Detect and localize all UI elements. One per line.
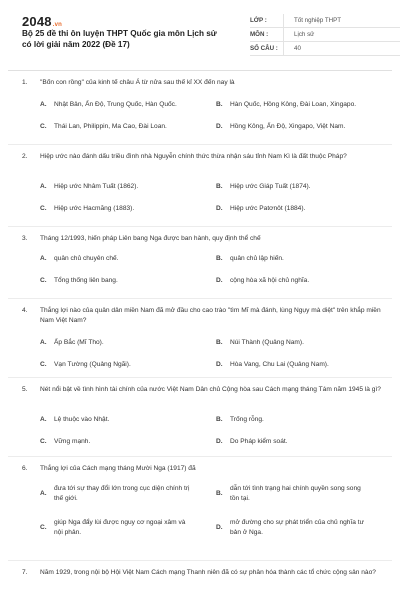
option-letter: D.	[216, 123, 223, 130]
answer-option-d[interactable]	[216, 518, 366, 538]
answer-option-d[interactable]	[216, 276, 388, 286]
answer-option-d[interactable]	[216, 437, 388, 447]
exam-meta-table	[250, 14, 400, 56]
question-7	[22, 568, 386, 578]
question-number: 5.	[22, 386, 28, 393]
question-1	[22, 78, 386, 130]
answer-option-a[interactable]	[40, 182, 212, 192]
option-letter: A.	[40, 339, 47, 346]
option-letter: D.	[216, 277, 223, 284]
question-separator	[8, 456, 392, 457]
option-letter: C.	[40, 524, 47, 531]
answer-option-b[interactable]	[216, 254, 388, 264]
option-text: Hàn Quốc, Hồng Kông, Đài Loan, Xingapo.	[230, 101, 357, 108]
question-2	[22, 152, 386, 212]
answer-option-a[interactable]	[40, 338, 212, 348]
option-text: Ấp Bắc (Mĩ Tho).	[54, 339, 104, 346]
question-separator	[8, 377, 392, 378]
question-stem	[22, 152, 386, 162]
question-number: 3.	[22, 235, 28, 242]
answer-option-a[interactable]	[40, 100, 212, 110]
answer-option-d[interactable]	[216, 204, 388, 214]
option-text: Hiệp ước Nhâm Tuất (1862).	[54, 183, 139, 190]
site-logo[interactable]: 2048.vn	[22, 14, 63, 29]
answer-option-b[interactable]	[216, 100, 388, 110]
option-text: Thái Lan, Philippin, Ma Cao, Đài Loan.	[54, 123, 167, 130]
answer-option-a[interactable]	[40, 415, 212, 425]
option-text: Hiệp ước Giáp Tuất (1874).	[230, 183, 311, 190]
option-letter: B.	[216, 339, 223, 346]
option-letter: C.	[40, 205, 47, 212]
answer-option-c[interactable]	[40, 276, 212, 286]
meta-label: SỐ CÂU :	[250, 45, 278, 52]
question-stem	[22, 385, 386, 395]
answer-option-b[interactable]	[216, 182, 388, 192]
answer-option-b[interactable]	[216, 484, 366, 504]
option-letter: C.	[40, 123, 47, 130]
option-text: Lệ thuộc vào Nhật.	[54, 416, 110, 423]
option-letter: C.	[40, 361, 47, 368]
option-text: quân chủ lập hiến.	[230, 255, 284, 262]
option-text: đưa tới sự thay đổi lớn trong cục diện chính trị thế giới.	[54, 485, 190, 502]
option-letter: B.	[216, 416, 223, 423]
question-separator	[8, 144, 392, 145]
question-separator	[8, 226, 392, 227]
option-letter: C.	[40, 277, 47, 284]
option-text: mở đường cho sự phát triển của chủ nghĩa tư bản ở Nga.	[230, 519, 365, 536]
option-text: Nhật Bản, Ấn Độ, Trung Quốc, Hàn Quốc.	[54, 101, 177, 108]
option-text: giúp Nga đẩy lùi được nguy cơ ngoại xâm và nội phản.	[54, 519, 186, 536]
answer-option-a[interactable]	[40, 484, 190, 504]
question-separator	[8, 298, 392, 299]
option-text: Hiệp ước Patơnôt (1884).	[230, 205, 306, 212]
question-4	[22, 306, 386, 368]
meta-row-class	[250, 14, 400, 28]
question-stem	[22, 78, 386, 88]
option-text: dẫn tới tình trạng hai chính quyền song song tồn tại.	[230, 485, 361, 502]
option-letter: D.	[216, 524, 223, 531]
question-stem	[22, 568, 386, 578]
question-number: 1.	[22, 79, 28, 86]
option-text: Vạn Tường (Quảng Ngãi).	[54, 361, 131, 368]
meta-row-subject	[250, 28, 400, 42]
meta-label: LỚP :	[250, 17, 267, 24]
answer-option-a[interactable]	[40, 254, 212, 264]
meta-row-count	[250, 42, 400, 56]
option-letter: B.	[216, 183, 223, 190]
answer-option-c[interactable]	[40, 437, 212, 447]
option-text: Trống rỗng.	[230, 416, 264, 423]
question-text: Thắng lợi của Cách mạng tháng Mười Nga (1917) đã	[40, 465, 196, 472]
option-text: Núi Thành (Quảng Nam).	[230, 339, 304, 346]
answer-option-d[interactable]	[216, 360, 388, 370]
option-letter: C.	[40, 438, 47, 445]
question-number: 6.	[22, 465, 28, 472]
question-number: 7.	[22, 569, 28, 576]
option-text: Do Pháp kiểm soát.	[230, 438, 288, 445]
option-letter: B.	[216, 490, 223, 497]
meta-value: 40	[283, 42, 400, 55]
question-stem	[22, 464, 386, 474]
answer-option-b[interactable]	[216, 415, 388, 425]
question-text: Tháng 12/1993, hiến pháp Liên bang Nga được ban hành, quy định thể chế	[40, 235, 261, 242]
question-text: Hiệp ước nào đánh dấu triều đình nhà Nguyễn chính thức thừa nhận sáu tỉnh Nam Kì là đất thuộc Pháp?	[40, 153, 347, 160]
question-text: Thắng lợi nào của quân dân miền Nam đã mở đầu cho cao trào "tìm Mĩ mà đánh, lùng Ngụy mà diệt" trên khắp miền Nam Việt Nam?	[40, 307, 381, 324]
option-text: Hiệp ước Hacmăng (1883).	[54, 205, 135, 212]
answer-option-c[interactable]	[40, 204, 212, 214]
question-5	[22, 385, 386, 445]
page-header	[22, 0, 386, 60]
question-stem	[22, 306, 386, 326]
option-text: Tổng thống liên bang.	[54, 277, 118, 284]
question-text: Nét nổi bật về tình hình tài chính của nước Việt Nam Dân chủ Cộng hòa sau Cách mạng tháng Tám năm 1945 là gì?	[40, 386, 381, 393]
option-text: Hòa Vang, Chu Lai (Quảng Nam).	[230, 361, 329, 368]
document-title: Bộ 25 đề thi ôn luyện THPT Quốc gia môn Lịch sử có lời giải năm 2022 (Đề 17)	[22, 29, 217, 49]
meta-label: MÔN :	[250, 31, 269, 38]
meta-value: Tốt nghiệp THPT	[283, 14, 400, 27]
option-letter: A.	[40, 255, 47, 262]
question-text: Năm 1929, trong nội bộ Hội Việt Nam Cách mạng Thanh niên đã có sự phân hóa thành các tổ chức cộng sản nào?	[40, 569, 376, 576]
option-letter: A.	[40, 101, 47, 108]
answer-option-d[interactable]	[216, 122, 388, 132]
option-letter: D.	[216, 205, 223, 212]
question-6	[22, 464, 386, 536]
question-number: 4.	[22, 307, 28, 314]
answer-option-b[interactable]	[216, 338, 388, 348]
meta-value: Lịch sử	[283, 28, 400, 41]
question-stem	[22, 234, 386, 244]
option-letter: D.	[216, 438, 223, 445]
question-separator	[8, 560, 392, 561]
answer-option-c[interactable]	[40, 360, 212, 370]
header-divider	[8, 70, 392, 71]
option-letter: A.	[40, 183, 47, 190]
option-text: Vững mạnh.	[54, 438, 91, 445]
option-letter: A.	[40, 490, 47, 497]
answer-option-c[interactable]	[40, 518, 190, 538]
option-letter: A.	[40, 416, 47, 423]
question-number: 2.	[22, 153, 28, 160]
option-letter: D.	[216, 361, 223, 368]
question-3	[22, 234, 386, 284]
option-letter: B.	[216, 255, 223, 262]
logo-tld: .vn	[52, 22, 63, 28]
option-text: Hồng Kông, Ấn Độ, Xingapo, Việt Nam.	[230, 123, 346, 130]
option-text: quân chủ chuyên chế.	[54, 255, 119, 262]
option-letter: B.	[216, 101, 223, 108]
answer-option-c[interactable]	[40, 122, 212, 132]
option-text: cộng hòa xã hội chủ nghĩa.	[230, 277, 310, 284]
question-text: "Bốn con rồng" của kinh tế châu Á từ nửa sau thế kỉ XX đến nay là	[40, 79, 235, 86]
